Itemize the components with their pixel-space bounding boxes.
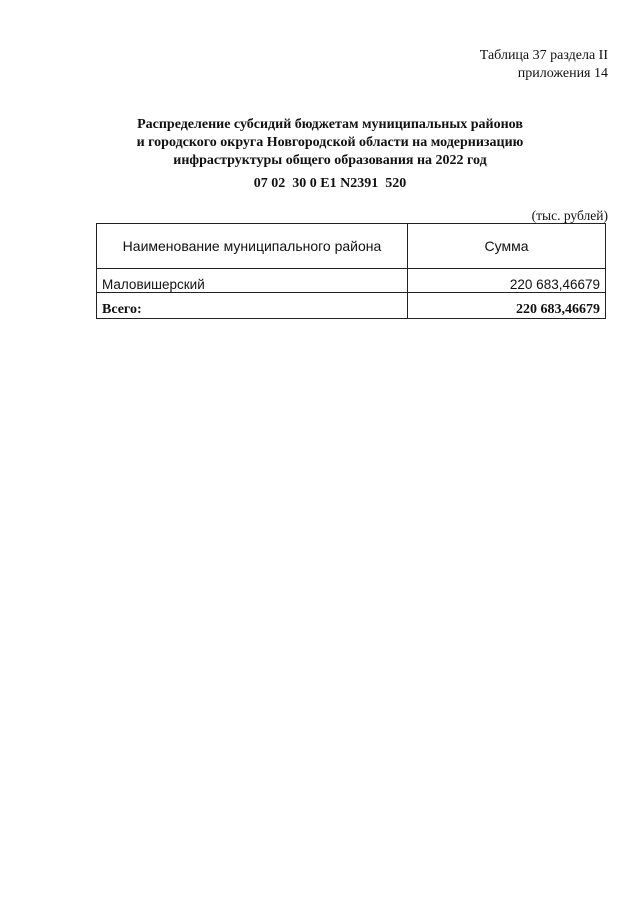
total-amount-cell: 220 683,46679 bbox=[408, 293, 606, 319]
table-reference-line2: приложения 14 bbox=[517, 66, 608, 81]
document-title bbox=[100, 116, 560, 170]
table-reference-line1: Таблица 37 раздела II bbox=[479, 48, 608, 63]
units-label: (тыс. рублей) bbox=[531, 208, 608, 223]
column-header-district: Наименование муниципального района bbox=[97, 224, 408, 269]
title-line-3: инфраструктуры общего образования на 2022 год bbox=[173, 153, 487, 168]
table-reference bbox=[480, 47, 608, 83]
title-line-2: и городского округа Новгородской области на модернизацию bbox=[136, 135, 524, 150]
total-row bbox=[97, 293, 606, 319]
subsidy-table bbox=[96, 223, 606, 319]
budget-classification-code: 07 02 30 0 E1 N2391 520 bbox=[253, 176, 407, 191]
district-name-cell: Маловишерский bbox=[97, 269, 408, 293]
amount-cell: 220 683,46679 bbox=[408, 269, 606, 293]
table-header-row bbox=[97, 224, 606, 269]
title-line-1: Распределение субсидий бюджетам муниципальных районов bbox=[137, 117, 523, 132]
column-header-amount: Сумма bbox=[408, 224, 606, 269]
total-label-cell: Всего: bbox=[97, 293, 408, 319]
table-row bbox=[97, 269, 606, 293]
